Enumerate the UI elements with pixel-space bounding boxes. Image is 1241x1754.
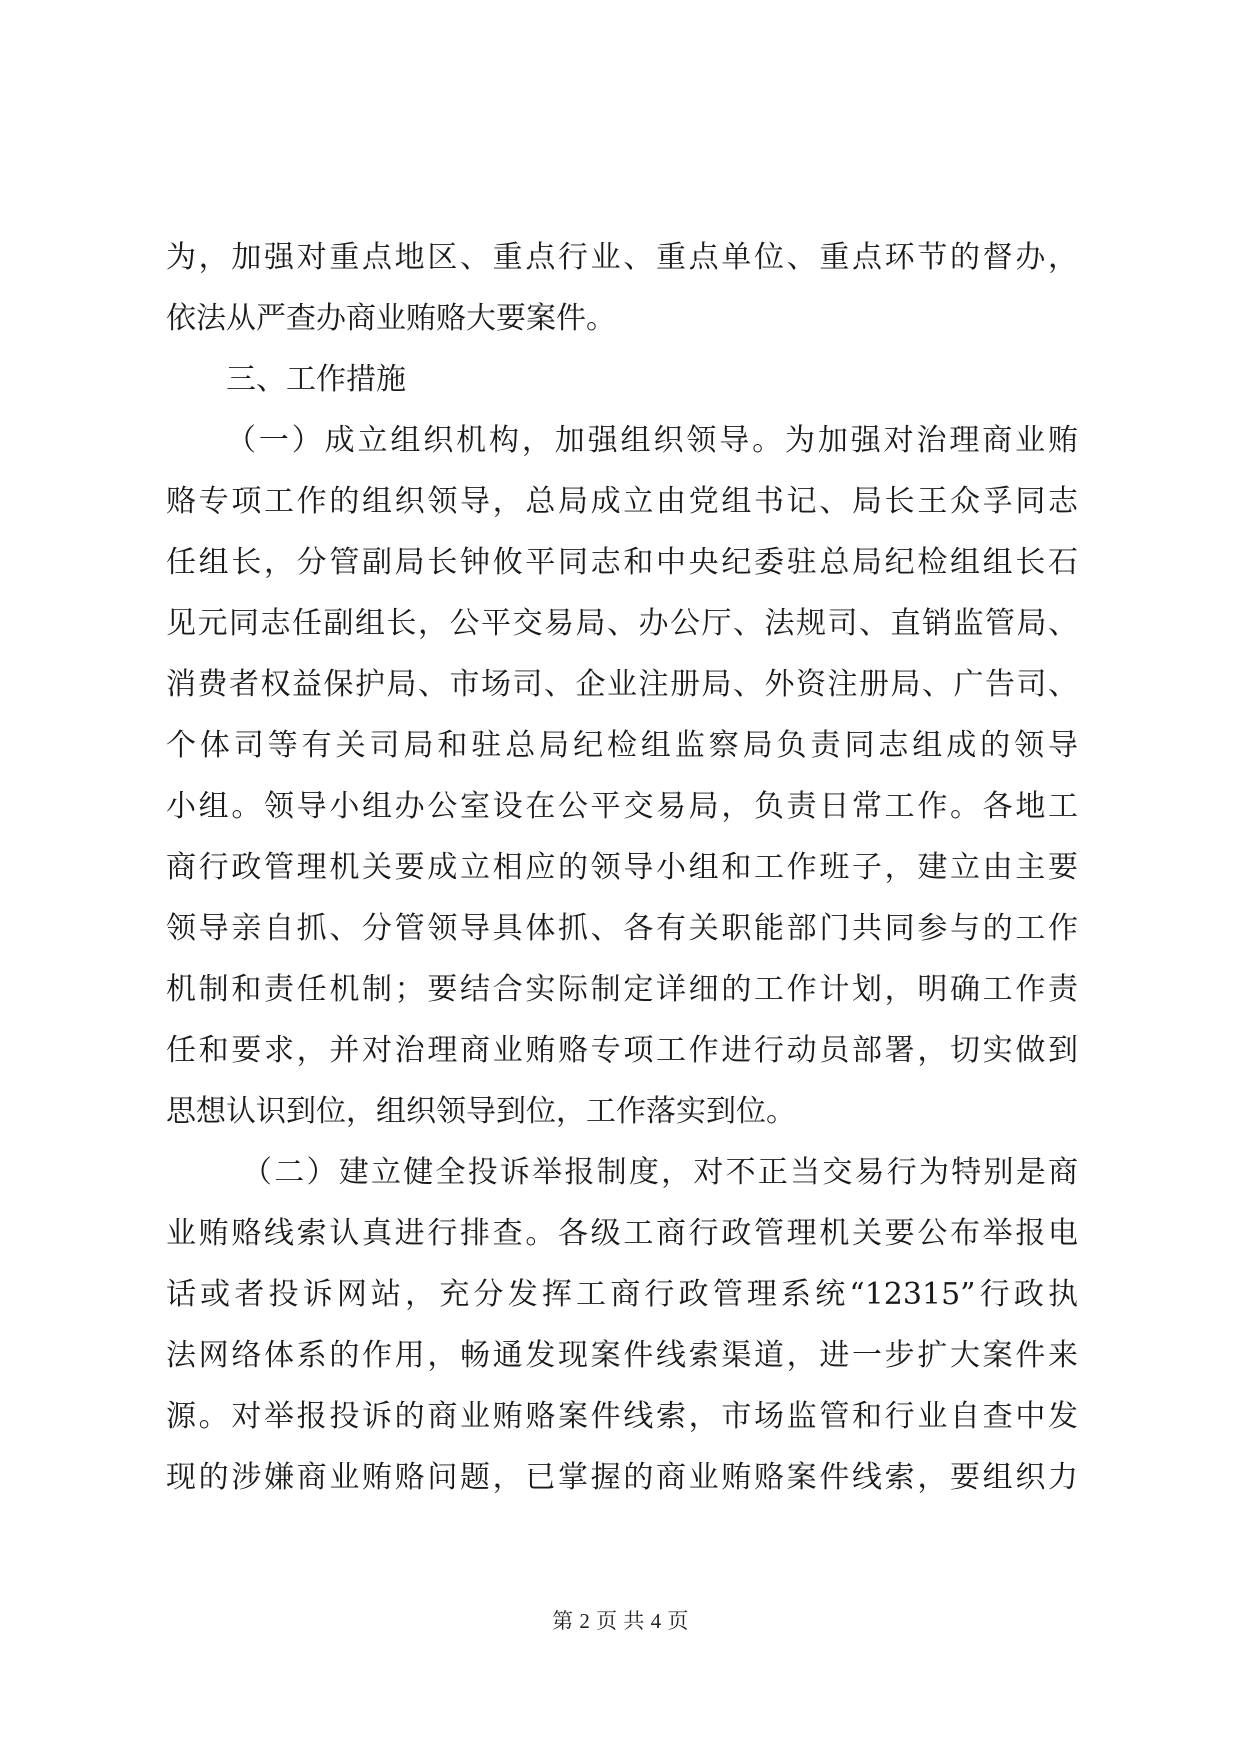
text-line: 见元同志任副组长，公平交易局、办公厅、法规司、直销监管局、	[166, 606, 1078, 641]
text-line: 机制和责任机制；要结合实际制定详细的工作计划，明确工作责	[166, 972, 1078, 1007]
text-line: 领导亲自抓、分管领导具体抓、各有关职能部门共同参与的工作	[166, 911, 1078, 946]
text-line: 赂专项工作的组织领导，总局成立由党组书记、局长王众孚同志	[166, 484, 1078, 519]
text-line: （一）成立组织机构，加强组织领导。为加强对治理商业贿	[226, 423, 1078, 458]
text-line: 个体司等有关司局和驻总局纪检组监察局负责同志组成的领导	[166, 728, 1078, 763]
page-number-footer: 第 2 页 共 4 页	[552, 1609, 689, 1633]
text-line: 商行政管理机关要成立相应的领导小组和工作班子，建立由主要	[166, 850, 1078, 885]
text-line: 任组长，分管副局长钟攸平同志和中央纪委驻总局纪检组组长石	[166, 545, 1078, 580]
body-text	[166, 227, 1078, 1508]
text-line: 小组。领导小组办公室设在公平交易局，负责日常工作。各地工	[166, 789, 1078, 824]
text-line: 业贿赂线索认真进行排查。各级工商行政管理机关要公布举报电	[166, 1216, 1078, 1251]
text-line: 现的涉嫌商业贿赂问题，已掌握的商业贿赂案件线索，要组织力	[166, 1460, 1078, 1495]
text-line: 任和要求，并对治理商业贿赂专项工作进行动员部署，切实做到	[166, 1033, 1078, 1068]
text-line: 依法从严查办商业贿赂大要案件。	[166, 301, 616, 336]
text-line: 话或者投诉网站，充分发挥工商行政管理系统“12315”行政执	[166, 1277, 1078, 1312]
text-line: 为，加强对重点地区、重点行业、重点单位、重点环节的督办，	[166, 240, 1078, 275]
text-line: （二）建立健全投诉举报制度，对不正当交易行为特别是商	[242, 1155, 1078, 1190]
text-line: 思想认识到位，组织领导到位，工作落实到位。	[166, 1094, 796, 1129]
text-line: 源。对举报投诉的商业贿赂案件线索，市场监管和行业自查中发	[166, 1399, 1078, 1434]
text-line: 消费者权益保护局、市场司、企业注册局、外资注册局、广告司、	[166, 667, 1078, 702]
text-line: 法网络体系的作用，畅通发现案件线索渠道，进一步扩大案件来	[166, 1338, 1078, 1373]
section-heading: 三、工作措施	[226, 362, 406, 397]
